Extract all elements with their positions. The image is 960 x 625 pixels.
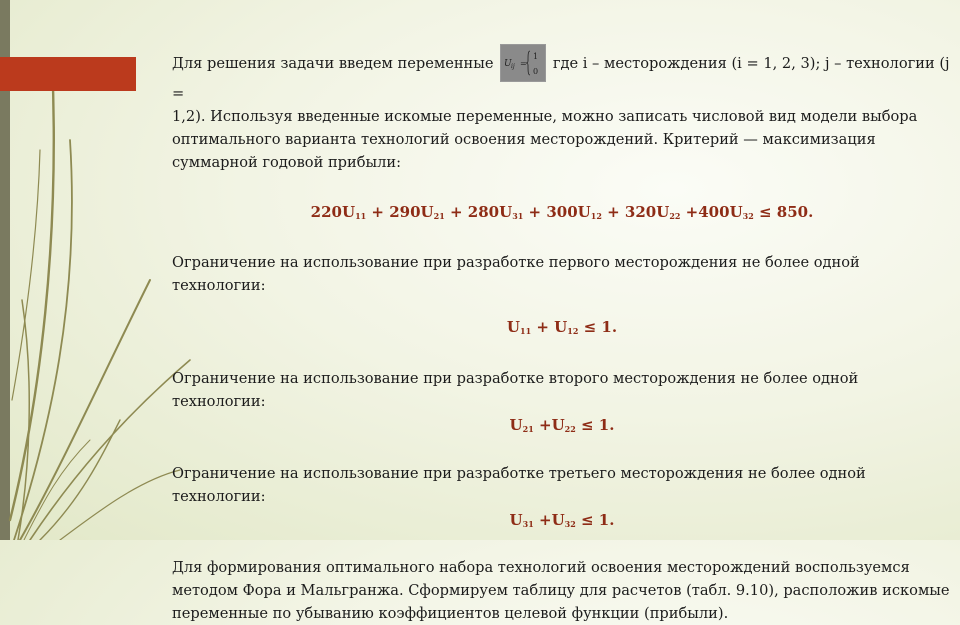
- intro-line-3: оптимального варианта технологий освоения месторождений. Критерий — максимизация: [172, 131, 876, 148]
- svg-text:0: 0: [533, 67, 539, 76]
- title-accent-tab: [0, 57, 136, 91]
- slide-content: [172, 44, 952, 625]
- intro-line-4: суммарной годовой прибыли:: [172, 154, 402, 171]
- constraint-1-formula: $U_{11} + U_{12} \le 1$.: [506, 318, 618, 336]
- closing-line-1: Для формирования оптимального набора технологий освоения месторождений воспользуемся: [172, 559, 910, 576]
- intro-paragraph: [172, 44, 952, 174]
- constraint-1-text: Ограничение на использование при разработке первого месторождения не более одной технологии:: [172, 254, 860, 294]
- constraint-3-text: Ограничение на использование при разработке третьего месторождения не более одной технологии:: [172, 465, 866, 505]
- constraint-3-formula: $U_{31} +U_{32} \le 1$.: [509, 511, 615, 529]
- intro-text-after: где i – месторождения (i = 1, 2, 3); j – технологии (j =: [172, 55, 950, 102]
- closing-line-3: переменные по убыванию коэффициентов целевой функции (прибыли).: [172, 605, 729, 622]
- variable-definition-image: [500, 44, 546, 82]
- svg-text:U: U: [504, 59, 512, 69]
- svg-text:1: 1: [533, 52, 539, 61]
- constraint-2-formula: $U_{21} +U_{22} \le 1$.: [509, 416, 615, 434]
- svg-text:ij: ij: [511, 63, 515, 70]
- svg-text:=: =: [520, 59, 527, 68]
- closing-paragraph: [172, 556, 952, 625]
- constraint-2-text: Ограничение на использование при разработке второго месторождения не более одной технологии:: [172, 370, 859, 410]
- intro-line-2: 1,2). Используя введенные искомые переменные, можно записать числовой вид модели выбора: [172, 108, 918, 125]
- objective-function: $220U_{11} + 290U_{21} + 280U_{31} + 300U_{12} + 320U_{22} +400U_{32} \le 850$.: [310, 203, 814, 221]
- closing-line-2: методом Фора и Мальгранжа. Сформируем таблицу для расчетов (табл. 9.10), расположив искомые: [172, 582, 950, 599]
- intro-text-before: Для решения задачи введем переменные: [172, 55, 494, 72]
